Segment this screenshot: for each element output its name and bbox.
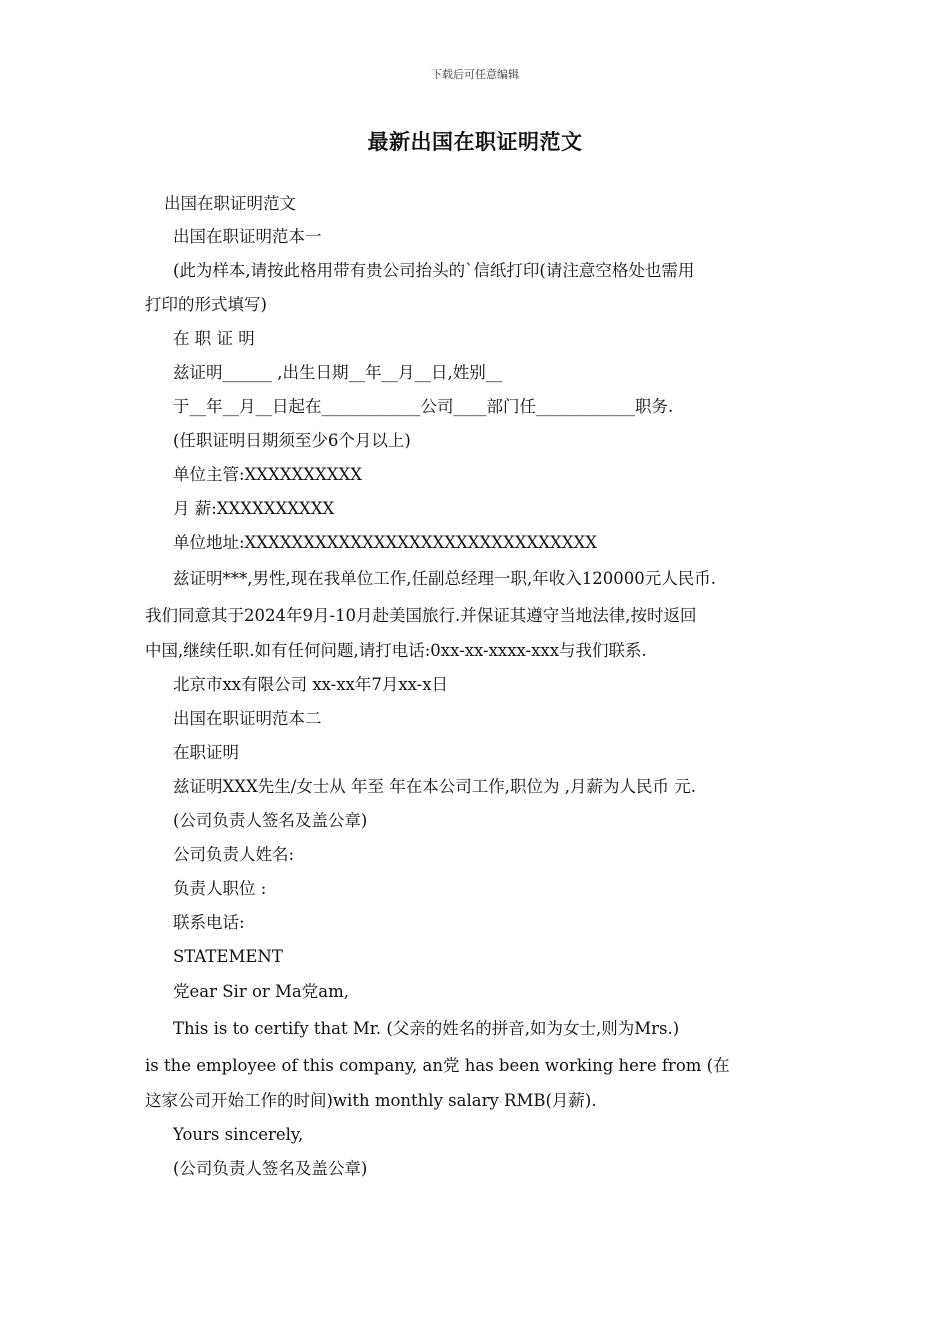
header-note: 下载后可任意编辑: [431, 68, 519, 81]
text-line: 在职证明: [173, 743, 239, 762]
text-line: 联系电话:: [173, 913, 245, 932]
text-line: 兹证明______ ,出生日期__年__月__日,姓别__: [173, 363, 503, 382]
text-line: 单位地址:XXXXXXXXXXXXXXXXXXXXXXXXXXXXXX: [173, 533, 597, 552]
text-line: 北京市xx有限公司 xx-xx年7月xx-x日: [173, 675, 449, 694]
text-line: is the employee of this company, an党 has been working here from (在: [145, 1056, 730, 1075]
text-line: 出国在职证明范本一: [173, 227, 322, 246]
text-line: (任职证明日期须至少6个月以上): [173, 431, 411, 450]
text-line: 出国在职证明范本二: [173, 709, 322, 728]
text-line: 负责人职位 :: [173, 879, 267, 898]
text-line: 兹证明***,男性,现在我单位工作,任副总经理一职,年收入120000元人民币.: [173, 569, 716, 588]
text-line: 公司负责人姓名:: [173, 845, 295, 864]
text-line: 我们同意其于2024年9月-10月赴美国旅行.并保证其遵守当地法律,按时返回: [145, 606, 697, 625]
document-body: [145, 188, 810, 1186]
text-line: STATEMENT: [173, 947, 283, 966]
text-line: 打印的形式填写): [145, 295, 267, 314]
text-line: 单位主管:XXXXXXXXXX: [173, 465, 363, 484]
text-line: 兹证明XXX先生/女士从 年至 年在本公司工作,职位为 ,月薪为人民币 元.: [173, 777, 697, 796]
text-line: This is to certify that Mr. (父亲的姓名的拼音,如为女士,则为Mrs.): [173, 1019, 680, 1038]
text-line: 中国,继续任职.如有任何问题,请打电话:0xx-xx-xxxx-xxx与我们联系.: [145, 641, 647, 660]
text-line: (公司负责人签名及盖公章): [173, 1159, 368, 1178]
text-line: 这家公司开始工作的时间)with monthly salary RMB(月薪).: [145, 1091, 597, 1110]
text-line: 党ear Sir or Ma党am,: [173, 982, 349, 1001]
text-line: (此为样本,请按此格用带有贵公司抬头的`信纸打印(请注意空格处也需用: [173, 261, 695, 280]
text-line: Yours sincerely,: [173, 1125, 304, 1144]
text-line: 在 职 证 明: [173, 329, 255, 348]
text-line: 月 薪:XXXXXXXXXX: [173, 499, 335, 518]
text-line: 出国在职证明范文: [164, 194, 296, 213]
text-line: (公司负责人签名及盖公章): [173, 811, 368, 830]
document-title: 最新出国在职证明范文: [367, 129, 583, 154]
text-line: 于__年__月__日起在____________公司____部门任____________职务.: [173, 397, 674, 416]
